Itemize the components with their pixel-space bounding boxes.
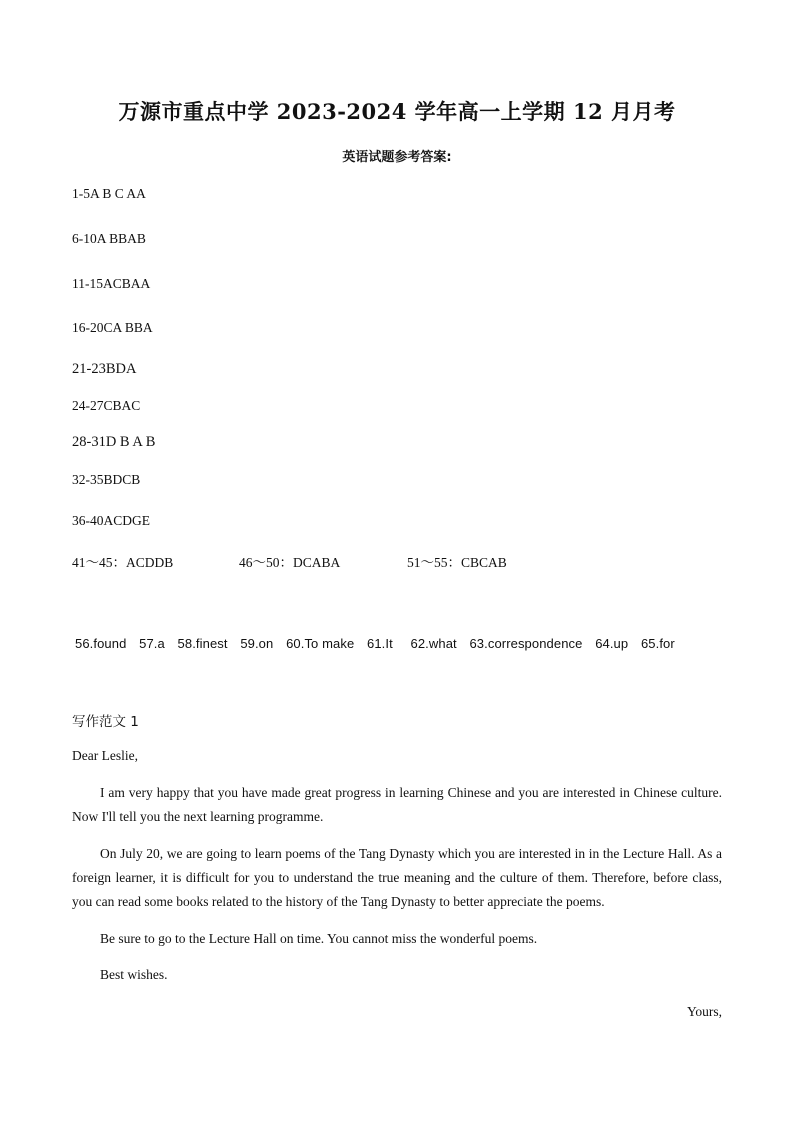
answer-line: 6-10A BBAB: [72, 231, 146, 246]
page-subtitle: 英语试题参考答案:: [342, 150, 452, 165]
letter-paragraph: [72, 842, 722, 914]
paragraph-text: Best wishes.: [100, 967, 168, 982]
page-title: 万源市重点中学 2023-2024 学年高一上学期 12 月月考: [118, 99, 676, 124]
answer-line: 16-20CA BBA: [72, 320, 153, 335]
answer-line: 28-31D B A B: [72, 434, 156, 450]
answer-line: 1-5A B C AA: [72, 186, 146, 201]
greeting-text: Dear Leslie,: [72, 748, 138, 763]
cloze-answer-group: 41～45：ACDDB: [72, 555, 174, 570]
fill-answer: 64.up: [595, 636, 629, 651]
cloze-answer-group: 51～55：CBCAB: [407, 555, 507, 570]
writing-sample-heading: 写作范文 1: [72, 714, 139, 730]
letter-paragraph: [72, 927, 722, 951]
letter-paragraph: [72, 781, 722, 829]
paragraph-text: Be sure to go to the Lecture Hall on time. You cannot miss the wonderful poems.: [100, 931, 538, 946]
cloze-answer-group: 46～50：DCABA: [239, 555, 341, 570]
answer-line: 11-15ACBAA: [72, 276, 151, 291]
answer-line: 24-27CBAC: [72, 398, 141, 413]
fill-answer: 56.found: [75, 636, 127, 651]
fill-answer: 62.what: [410, 636, 457, 651]
letter-closing: Yours,: [686, 1004, 722, 1019]
fill-answer: 65.for: [640, 636, 675, 651]
fill-answer: 57.a: [139, 636, 165, 651]
grammar-fill-answers: [75, 636, 684, 651]
answer-line: 36-40ACDGE: [72, 513, 150, 528]
answer-line: 21-23BDA: [72, 361, 137, 377]
fill-answer: 60.To make: [286, 636, 355, 651]
fill-answer: 58.finest: [177, 636, 228, 651]
letter-greeting: [72, 744, 722, 768]
fill-answer: 61.It: [367, 636, 393, 651]
fill-answer: 63.correspondence: [469, 636, 583, 651]
letter-paragraph: [72, 963, 722, 987]
fill-answer: 59.on: [240, 636, 274, 651]
paragraph-text: On July 20, we are going to learn poems of the Tang Dynasty which you are interested in in the Lecture Hall. As a foreign learner, it is difficult for you to understand the true meaning and the culture of them. Therefore, before class, you can read some books related to the history of the Tang Dynasty to better appreciate the poems.: [72, 846, 722, 909]
answer-line: 32-35BDCB: [72, 472, 141, 487]
paragraph-text: I am very happy that you have made great progress in learning Chinese and you are interested in Chinese culture. Now I'll tell you the next learning programme.: [72, 785, 722, 824]
